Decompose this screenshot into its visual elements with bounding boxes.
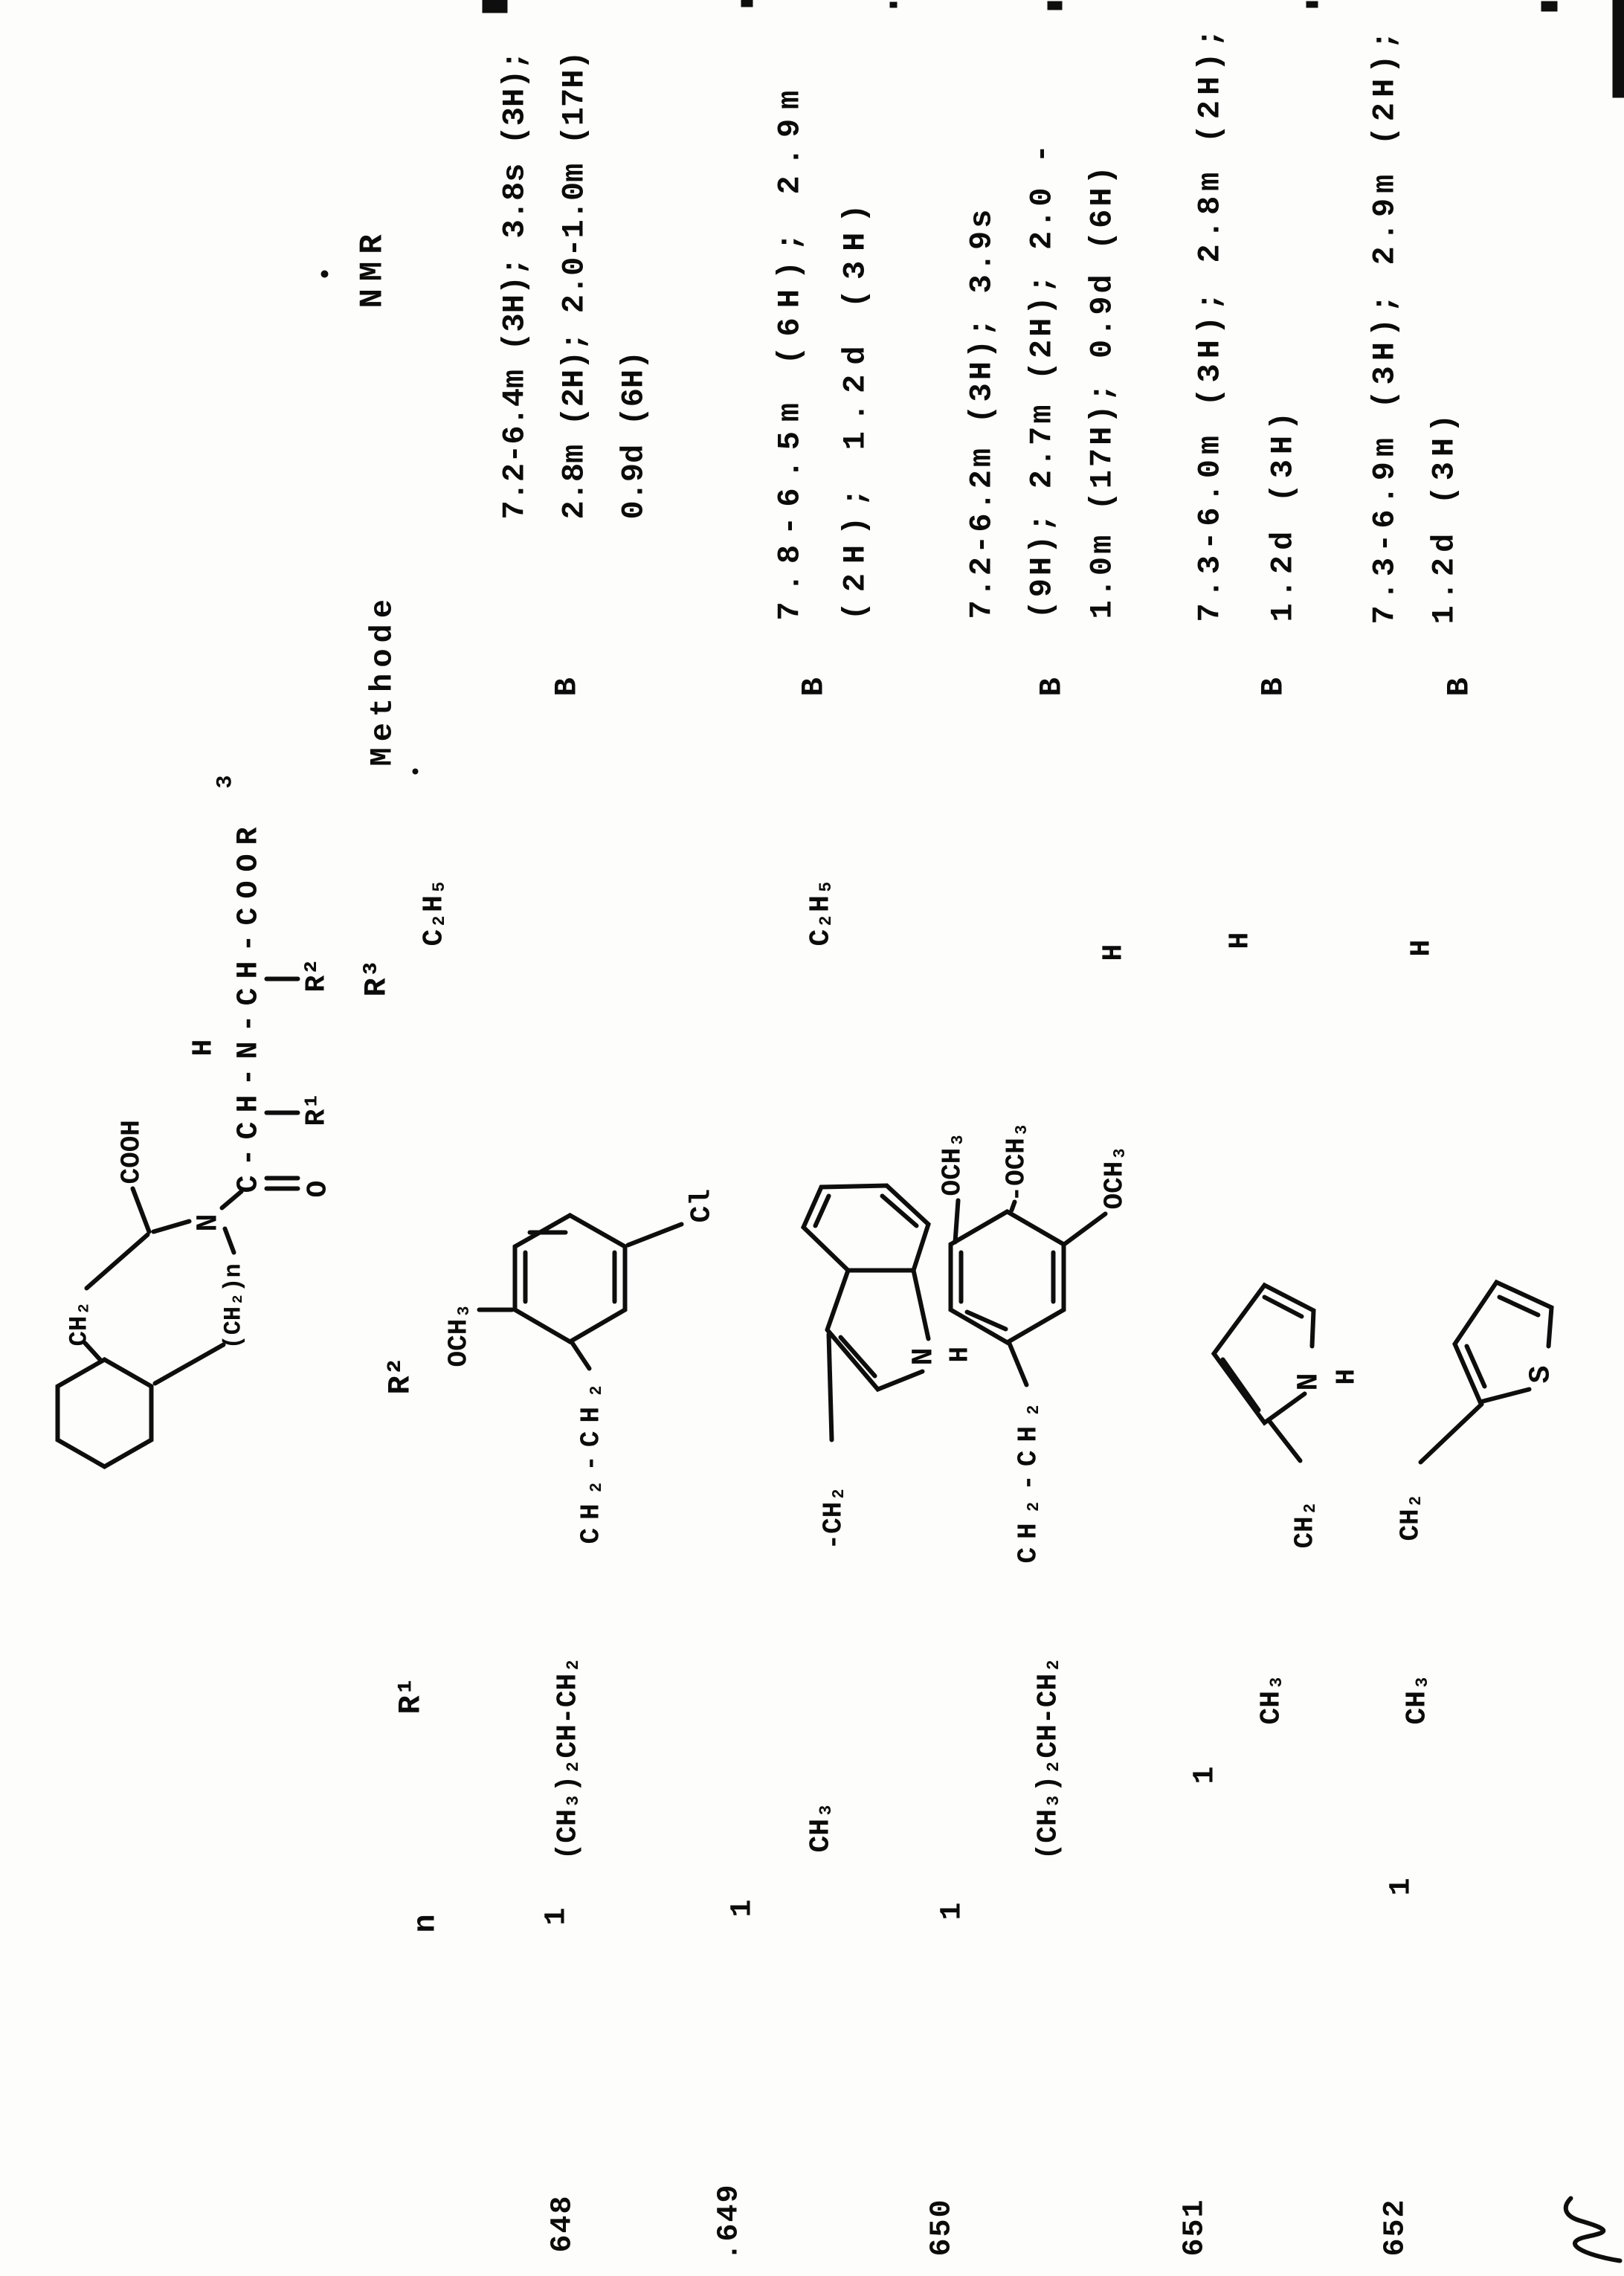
row-649-number: .649 [712, 2183, 747, 2261]
row-650-r2-och3-3: OCH₃ [1099, 1145, 1130, 1210]
formula-r1-label: R¹ [300, 1092, 333, 1126]
column-header-n: n [407, 1914, 444, 1933]
row-648-methode: B [549, 677, 585, 697]
row-649-r3: C₂H₅ [805, 878, 837, 947]
formula-r2-label: R² [300, 958, 333, 993]
row-651-n: 1 [1188, 1766, 1222, 1785]
formula-o-label: O [302, 1180, 335, 1198]
row-651-r1: CH₃ [1255, 1674, 1288, 1725]
row-649-n: 1 [726, 1899, 760, 1918]
row-648-r2-och3: OCH₃ [443, 1303, 474, 1367]
row-648-r2-chain: CH₂-CH₂ [576, 1374, 607, 1544]
row-648-r1: (CH₃)₂CH-CH₂ [552, 1656, 584, 1860]
row-648-number: 648 [546, 2194, 580, 2253]
row-651-methode: B [1255, 677, 1292, 697]
row-650-r2-och3-1: OCH₃ [937, 1132, 968, 1196]
row-651-nmr: 7.3-6.0m (3H); 2.8m (2H); 1.2d (3H) [1192, 23, 1301, 622]
row-648-benzene-ring [480, 1216, 682, 1369]
row-650-number: 650 [925, 2198, 959, 2257]
row-649-nmr: 7.8-6.5m (6H); 2.9m (2H); 1.2d (3H) [772, 80, 874, 621]
row-649-r2-n: N [907, 1347, 941, 1366]
formula-amine-n: N [192, 1213, 226, 1232]
row-648-r2-cl: Cl [686, 1188, 718, 1223]
row-650-r2-och3-2: -OCH₃ [1001, 1121, 1032, 1202]
formula-chain: C-CH-N-CH-COOR [232, 818, 266, 1193]
row-651-r3: H [1224, 932, 1257, 950]
row-649-methode: B [796, 677, 832, 697]
column-header-r2: R² [382, 1357, 419, 1395]
column-header-methode: Methode [364, 593, 401, 767]
row-651-r2-h: H [1331, 1368, 1362, 1385]
row-648-nmr: 7.2-6.4m (3H); 3.8s (3H); 2.8m (2H); 2.0-1.0m (17H) 0.9d (6H) [497, 51, 652, 520]
formula-cyclohexane-ring [58, 1344, 224, 1467]
row-648-r3: C₂H₅ [418, 878, 451, 947]
row-650-n: 1 [935, 1902, 970, 1921]
row-650-r2-chain: CH₂-CH₂ [1013, 1393, 1044, 1564]
formula-ch2n-label: (CH₂)n [219, 1263, 248, 1350]
row-649-r1: CH₃ [805, 1802, 837, 1853]
row-652-number: 652 [1379, 2198, 1413, 2257]
row-652-nmr: 7.3-6.9m (3H); 2.9m (2H); 1.2d (3H) [1367, 25, 1463, 625]
row-648-n: 1 [540, 1907, 574, 1926]
row-652-r2-s: S [1524, 1365, 1559, 1384]
row-652-r3: H [1405, 939, 1438, 957]
row-650-r3: H [1098, 944, 1130, 961]
row-652-r1: CH₃ [1401, 1674, 1434, 1725]
column-header-nmr: NMR [354, 227, 392, 309]
row-651-number: 651 [1178, 2198, 1212, 2257]
formula-cooh-label: COOH [116, 1120, 147, 1184]
document-page [1, 0, 1624, 2276]
row-650-nmr: 7.2-6.2m (3H); 3.9s (9H); 2.7m (2H); 2.0 - 1.0m (17H); 0.9d (6H) [964, 141, 1121, 619]
column-header-r1: R¹ [393, 1677, 429, 1715]
formula-chain-sup3: 3 [213, 775, 239, 789]
row-650-methode: B [1034, 677, 1070, 697]
formula-nh-label: H [187, 1039, 220, 1057]
row-652-n: 1 [1385, 1877, 1419, 1896]
column-header-r3: R³ [358, 959, 395, 997]
row-651-r2-chain: CH₂ [1289, 1500, 1321, 1549]
row-649-r2-h: H [944, 1346, 976, 1363]
formula-ch2-label: CH₂ [65, 1300, 94, 1347]
row-649-r2-chain: -CH₂ [818, 1486, 849, 1550]
row-649-indole-ring [804, 1186, 929, 1440]
row-651-r2-n: N [1292, 1373, 1327, 1391]
row-650-r1: (CH₃)₂CH-CH₂ [1032, 1656, 1065, 1860]
handwritten-mark [1566, 2199, 1620, 2261]
row-652-methode: B [1441, 677, 1478, 697]
row-652-r2-chain: CH₂ [1395, 1492, 1426, 1541]
